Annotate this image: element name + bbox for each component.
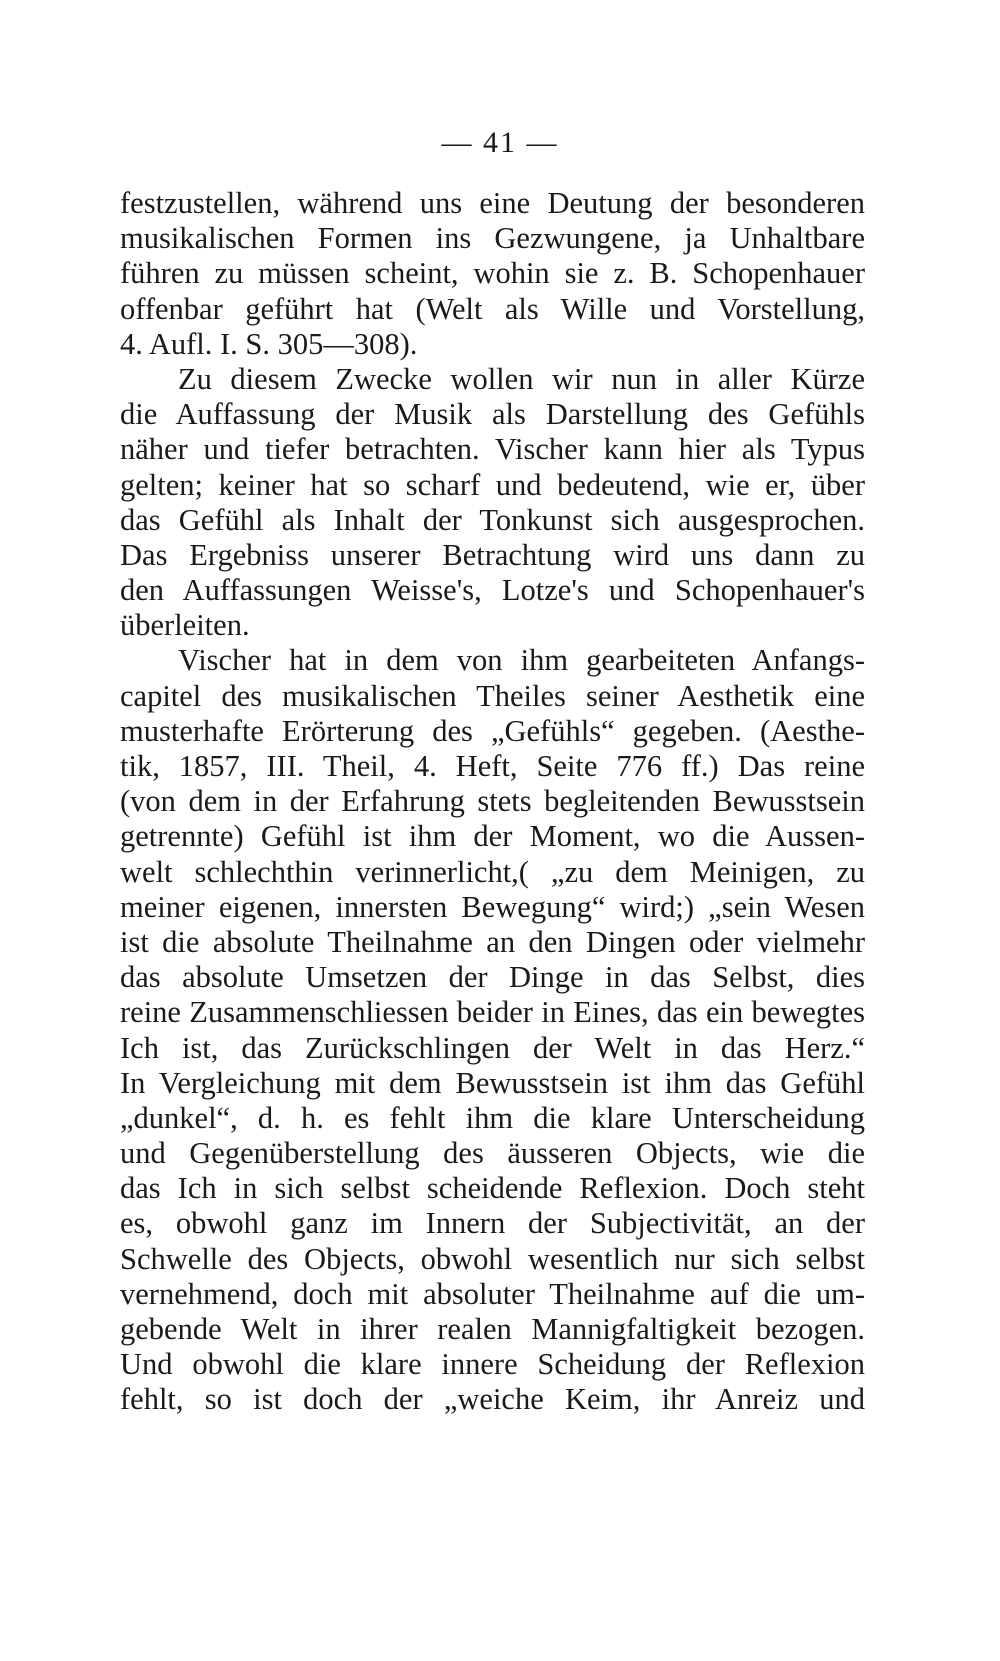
text-line: 4. Aufl. I. S. 305—308). (120, 326, 418, 361)
text-line: capitel des musikalischen Theiles seiner Aesthetik eine (120, 678, 865, 713)
text-line: Ich ist, das Zurückschlingen der Welt in das Herz.“ (120, 1030, 865, 1065)
text-line: Und obwohl die klare innere Scheidung der Reflexion (120, 1347, 865, 1382)
text-line: überleiten. (120, 608, 250, 643)
text-line: (von dem in der Erfahrung stets begleitenden Bewusstsein (120, 784, 865, 819)
text-line: das absolute Umsetzen der Dinge in das Selbst, dies (120, 960, 865, 995)
text-line: Schwelle des Objects, obwohl wesentlich nur sich selbst (120, 1241, 865, 1276)
text-line: musterhafte Erörterung des „Gefühls“ gegeben. (Aesthe- (120, 713, 865, 748)
text-line: offenbar geführt hat (Welt als Wille und Vorstellung, (120, 291, 865, 326)
text-line: fehlt, so ist doch der „weiche Keim, ihr Anreiz und (120, 1382, 865, 1417)
text-line: meiner eigenen, innersten Bewegung“ wird;) „sein Wesen (120, 889, 865, 924)
text-line: Das Ergebniss unserer Betrachtung wird uns dann zu (120, 537, 865, 572)
text-line: In Vergleichung mit dem Bewusstsein ist ihm das Gefühl (120, 1065, 865, 1100)
text-line: welt schlechthin verinnerlicht,( „zu dem Meinigen, zu (120, 854, 865, 889)
text-line: führen zu müssen scheint, wohin sie z. B. Schopenhauer (120, 256, 865, 291)
paragraph-start-line: Zu diesem Zwecke wollen wir nun in aller Kürze (178, 361, 865, 396)
text-line: die Auffassung der Musik als Darstellung des Gefühls (120, 397, 865, 432)
text-line: ist die absolute Theilnahme an den Dingen oder vielmehr (120, 924, 865, 959)
text-line: getrennte) Gefühl ist ihm der Moment, wo die Aussen- (120, 819, 865, 854)
text-line: und Gegenüberstellung des äusseren Objects, wie die (120, 1136, 865, 1171)
text-line: das Ich in sich selbst scheidende Reflexion. Doch steht (120, 1171, 865, 1206)
text-line: tik, 1857, III. Theil, 4. Heft, Seite 776 ff.) Das reine (120, 749, 865, 783)
text-line: festzustellen, während uns eine Deutung der besonderen (120, 186, 865, 220)
body-text (120, 186, 865, 1418)
text-line: es, obwohl ganz im Innern der Subjectivität, an der (120, 1206, 865, 1241)
text-line: vernehmend, doch mit absoluter Theilnahme auf die um- (120, 1276, 865, 1311)
text-line: den Auffassungen Weisse's, Lotze's und Schopenhauer's (120, 573, 865, 608)
paragraph-start-line: Vischer hat in dem von ihm gearbeiteten Anfangs- (178, 643, 865, 678)
text-line: reine Zusammenschliessen beider in Eines, das ein bewegtes (120, 995, 865, 1030)
text-line: gelten; keiner hat so scharf und bedeutend, wie er, über (120, 467, 865, 502)
page-number: — 41 — (441, 126, 559, 159)
text-line: musikalischen Formen ins Gezwungene, ja Unhaltbare (120, 221, 865, 256)
text-line: gebende Welt in ihrer realen Mannigfaltigkeit bezogen. (120, 1312, 865, 1346)
text-line: „dunkel“, d. h. es fehlt ihm die klare Unterscheidung (120, 1100, 865, 1135)
text-line: näher und tiefer betrachten. Vischer kann hier als Typus (120, 432, 865, 467)
text-line: das Gefühl als Inhalt der Tonkunst sich ausgesprochen. (120, 502, 865, 537)
